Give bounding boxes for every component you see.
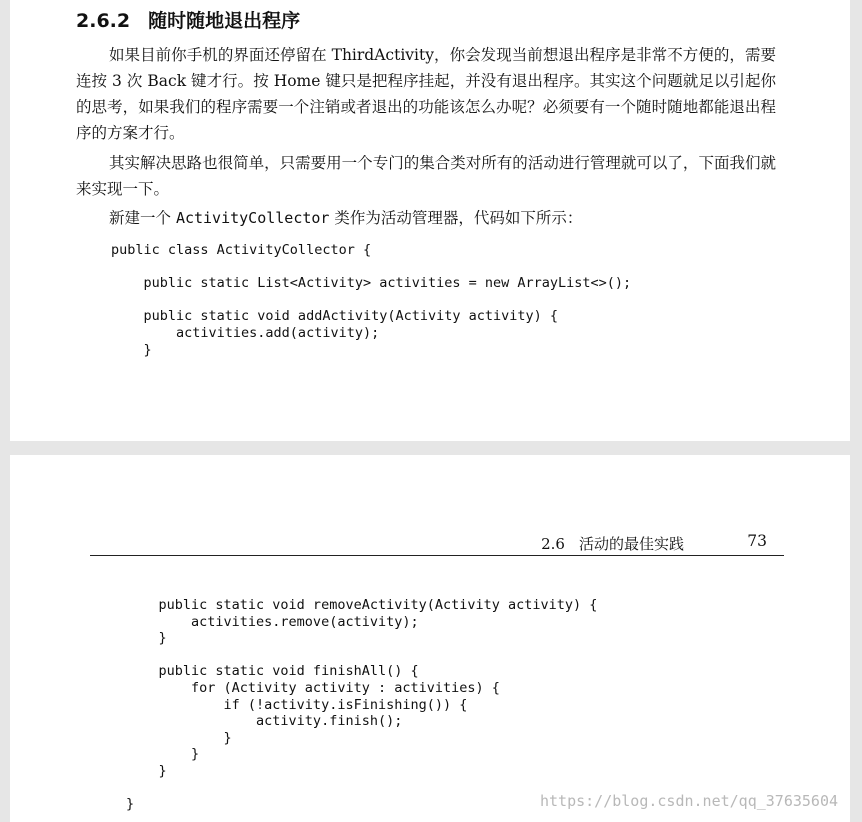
running-head-section-title: 活动的最佳实践 <box>578 535 684 553</box>
running-head <box>90 531 784 556</box>
code-intro-suffix: 类作为活动管理器，代码如下所示： <box>329 209 583 227</box>
paragraph-exit-problem: 如果目前你手机的界面还停留在 ThirdActivity，你会发现当前想退出程序是非常不方便的，需要连按 3 次 Back 键才行。按 Home 键只是把程序挂起，并没有退出程序。其实这个问题就足以引起你的思考，如果我们的程序需要一个注销或者退出的功能该怎么办呢？必须要有一个随时随地都能退出程序的方案才行。 <box>76 46 776 142</box>
code-listing-part-1: public class ActivityCollector { public static List<Activity> activities = new ArrayList<>(); public static void addActivity(Activity activity) { activities.add(activity); } <box>111 242 632 358</box>
code-listing-part-2: public static void removeActivity(Activity activity) { activities.remove(activity); } public static void finishAll() { for (Activity activity : activities) { if (!activity.isFinishing()) { activity.finish(); } } } } <box>126 597 598 813</box>
code-intro-prefix: 新建一个 <box>109 209 176 227</box>
class-name-inline-code: ActivityCollector <box>175 209 330 227</box>
section-heading <box>76 6 300 33</box>
section-title: 随时随地退出程序 <box>148 10 301 32</box>
page-number: 73 <box>747 532 767 550</box>
running-head-section <box>541 533 684 554</box>
section-number: 2.6.2 <box>76 10 131 32</box>
source-watermark: https://blog.csdn.net/qq_37635604 <box>539 792 838 810</box>
running-head-section-number: 2.6 <box>541 535 565 553</box>
paragraph-solution-idea: 其实解决思路也很简单，只需要用一个专门的集合类对所有的活动进行管理就可以了，下面我们就来实现一下。 <box>76 154 776 198</box>
book-page-top <box>10 0 850 441</box>
code-intro-line <box>109 205 582 231</box>
book-page-bottom <box>10 455 850 822</box>
